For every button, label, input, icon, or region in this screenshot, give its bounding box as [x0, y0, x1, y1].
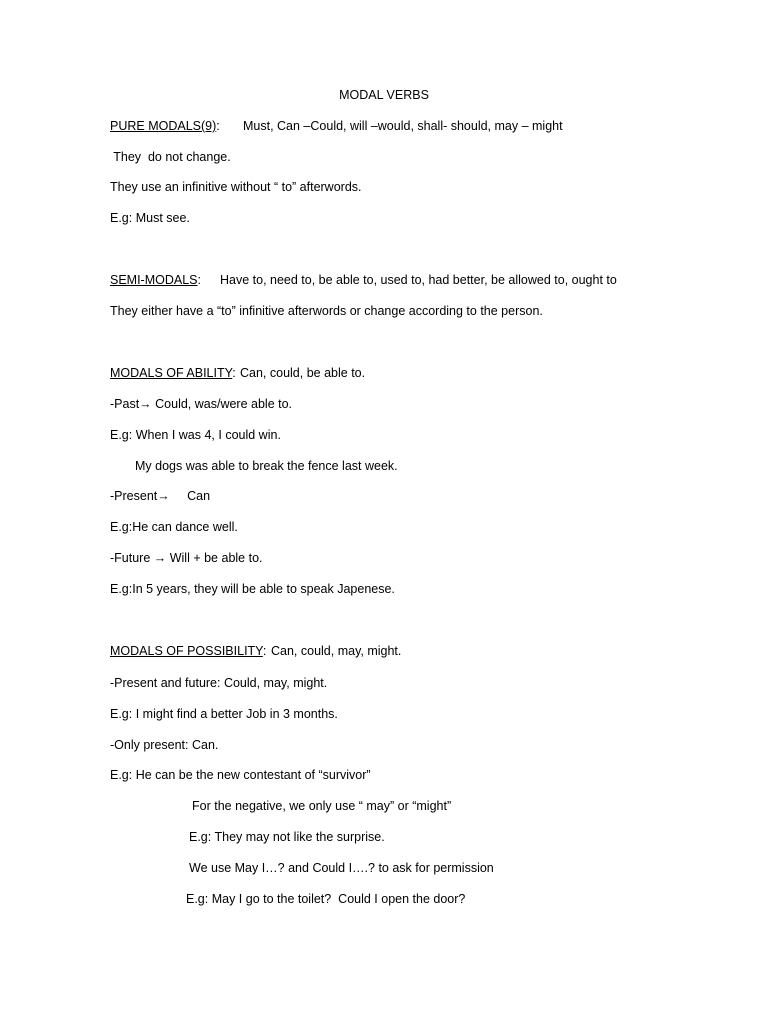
- possibility-only-present: -Only present: Can.: [110, 738, 219, 752]
- pure-modals-list: Must, Can –Could, will –would, shall- should, may – might: [243, 119, 563, 133]
- possibility-permission-example: E.g: May I go to the toilet? Could I open the door?: [186, 892, 466, 906]
- ability-list: Can, could, be able to.: [240, 366, 366, 380]
- semi-modals-heading-line: [110, 272, 201, 288]
- ability-past-example-2: My dogs was able to break the fence last week.: [135, 459, 398, 473]
- possibility-heading: MODALS OF POSSIBILITY: [110, 644, 263, 658]
- ability-future: -Future → Will + be able to.: [110, 551, 263, 565]
- pure-modals-heading: PURE MODALS(9): [110, 119, 217, 133]
- possibility-heading-line: [110, 643, 266, 659]
- ability-present: -Present→ Can: [110, 489, 211, 503]
- possibility-negative: For the negative, we only use “ may” or “might”: [192, 799, 452, 813]
- semi-modals-list: Have to, need to, be able to, used to, had better, be allowed to, ought to: [220, 273, 617, 287]
- semi-modals-colon: :: [197, 273, 201, 287]
- ability-colon: :: [232, 366, 236, 380]
- possibility-list: Can, could, may, might.: [271, 644, 402, 658]
- possibility-present-future: -Present and future: Could, may, might.: [110, 676, 328, 690]
- page-title: MODAL VERBS: [339, 88, 429, 102]
- possibility-permission: We use May I…? and Could I….? to ask for permission: [189, 861, 494, 875]
- ability-future-example: E.g:In 5 years, they will be able to speak Japenese.: [110, 582, 395, 596]
- pure-modals-colon: :: [216, 119, 220, 133]
- ability-heading: MODALS OF ABILITY: [110, 366, 233, 380]
- semi-modals-line-1: They either have a “to” infinitive afterwords or change according to the person.: [110, 304, 543, 318]
- pure-modals-line-2: They use an infinitive without “ to” afterwords.: [110, 180, 362, 194]
- pure-modals-heading-line: [110, 118, 220, 134]
- pure-modals-line-1: They do not change.: [110, 150, 231, 164]
- ability-past-example: E.g: When I was 4, I could win.: [110, 428, 281, 442]
- possibility-negative-example: E.g: They may not like the surprise.: [189, 830, 385, 844]
- pure-modals-example: E.g: Must see.: [110, 211, 190, 225]
- possibility-op-example: E.g: He can be the new contestant of “survivor”: [110, 768, 371, 782]
- possibility-pf-example: E.g: I might find a better Job in 3 months.: [110, 707, 338, 721]
- possibility-colon: :: [262, 644, 267, 658]
- ability-present-example: E.g:He can dance well.: [110, 520, 238, 534]
- ability-heading-line: [110, 365, 236, 381]
- ability-past: -Past→ Could, was/were able to.: [110, 397, 293, 411]
- semi-modals-heading: SEMI-MODALS: [110, 273, 198, 287]
